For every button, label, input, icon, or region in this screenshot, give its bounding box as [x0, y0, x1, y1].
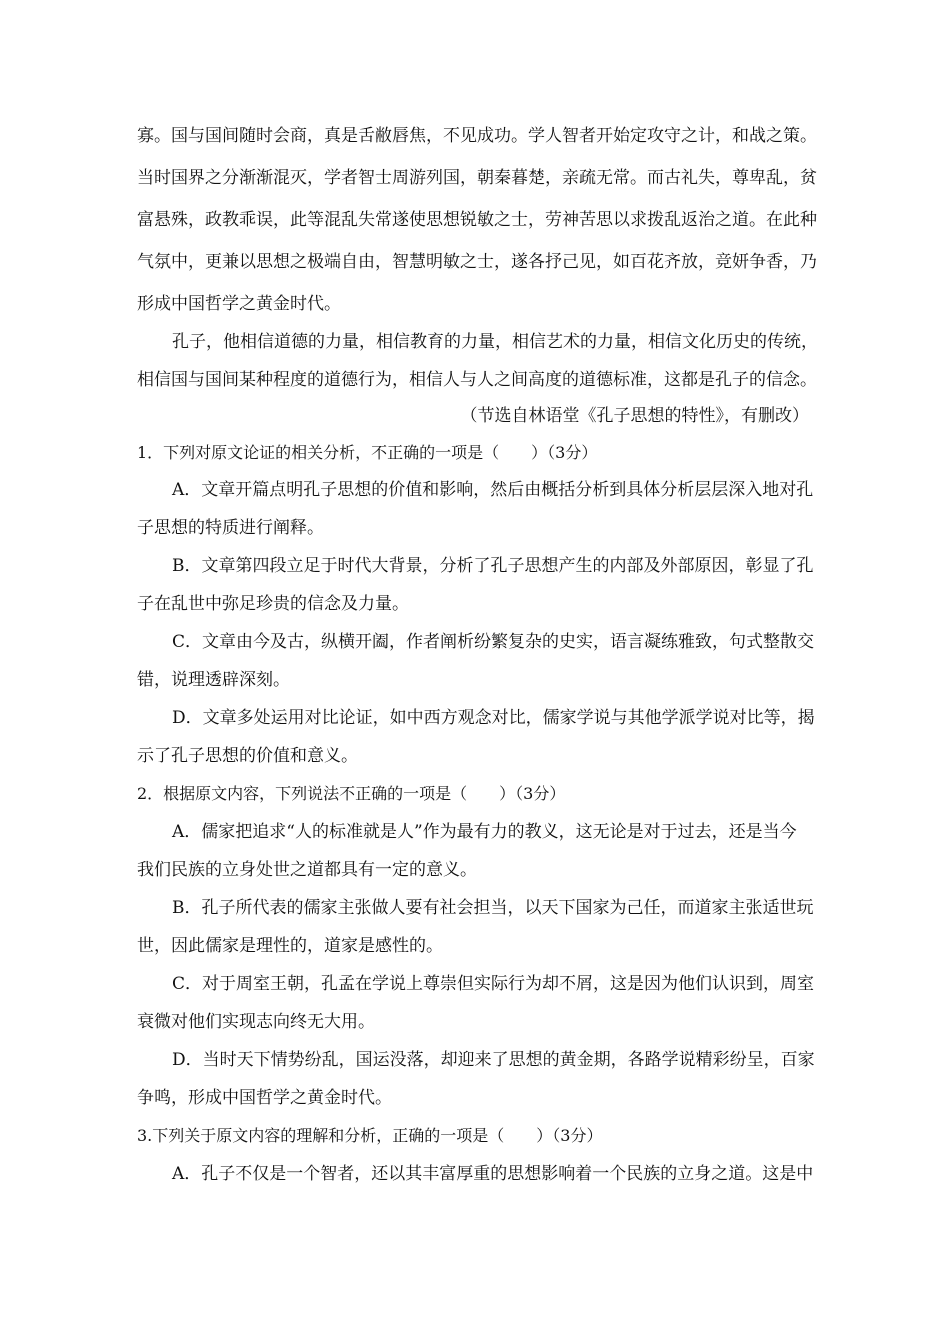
option-line: D．文章多处运用对比论证，如中西方观念对比，儒家学说与其他学派学说对比等，揭	[172, 708, 815, 728]
question-stem: 3.下列关于原文内容的理解和分析，正确的一项是（ ）（3分）	[137, 1126, 603, 1145]
passage-source: （节选自林语堂《孔子思想的特性》，有删改）	[460, 406, 809, 426]
passage-line: 气氛中，更兼以思想之极端自由，智慧明敏之士，遂各抒己见，如百花齐放，竞妍争香，乃	[137, 252, 817, 272]
option-line: C．文章由今及古，纵横开阖，作者阐析纷繁复杂的史实，语言凝练雅致，句式整散交	[172, 632, 815, 652]
option-line: D．当时天下情势纷乱，国运没落，却迎来了思想的黄金期，各路学说精彩纷呈，百家	[172, 1050, 815, 1070]
question-stem: 1．下列对原文论证的相关分析，不正确的一项是（ ）（3分）	[137, 443, 598, 462]
passage-line: 寡。国与国间随时会商，真是舌敝唇焦，不见成功。学人智者开始定攻守之计，和战之策。	[137, 126, 817, 146]
option-line: 衰微对他们实现志向终无大用。	[137, 1012, 375, 1032]
option-line: 争鸣，形成中国哲学之黄金时代。	[137, 1088, 392, 1108]
passage-line: 相信国与国间某种程度的道德行为，相信人与人之间高度的道德标准，这都是孔子的信念。	[137, 370, 817, 390]
option-line: 示了孔子思想的价值和意义。	[137, 746, 358, 766]
option-line: C．对于周室王朝，孔孟在学说上尊崇但实际行为却不屑，这是因为他们认识到，周室	[172, 974, 815, 994]
passage-line: 形成中国哲学之黄金时代。	[137, 294, 341, 314]
option-line: 我们民族的立身处世之道都具有一定的意义。	[137, 860, 477, 880]
option-line: A．孔子不仅是一个智者，还以其丰富厚重的思想影响着一个民族的立身之道。这是中	[172, 1164, 814, 1184]
option-line: 子在乱世中弥足珍贵的信念及力量。	[137, 594, 409, 614]
passage-line: 当时国界之分渐渐混灭，学者智士周游列国，朝秦暮楚，亲疏无常。而古礼失，尊卑乱，贫	[137, 168, 817, 188]
option-line: 错，说理透辟深刻。	[137, 670, 290, 690]
option-line: 世，因此儒家是理性的，道家是感性的。	[137, 936, 443, 956]
option-line: A．文章开篇点明孔子思想的价值和影响，然后由概括分析到具体分析层层深入地对孔	[172, 480, 814, 500]
passage-line: 富悬殊，政教乖误，此等混乱失常遂使思想锐敏之士，劳神苦思以求拨乱返治之道。在此种	[137, 210, 817, 230]
question-stem: 2．根据原文内容，下列说法不正确的一项是（ ）（3分）	[137, 784, 566, 803]
option-line: A．儒家把追求“人的标准就是人”作为最有力的教义，这无论是对于过去，还是当今	[172, 822, 797, 842]
option-line: B．孔子所代表的儒家主张做人要有社会担当，以天下国家为己任，而道家主张适世玩	[172, 898, 814, 918]
option-line: 子思想的特质进行阐释。	[137, 518, 324, 538]
passage-line: 孔子，他相信道德的力量，相信教育的力量，相信艺术的力量，相信文化历史的传统，	[172, 332, 818, 352]
option-line: B．文章第四段立足于时代大背景，分析了孔子思想产生的内部及外部原因，彰显了孔	[172, 556, 814, 576]
